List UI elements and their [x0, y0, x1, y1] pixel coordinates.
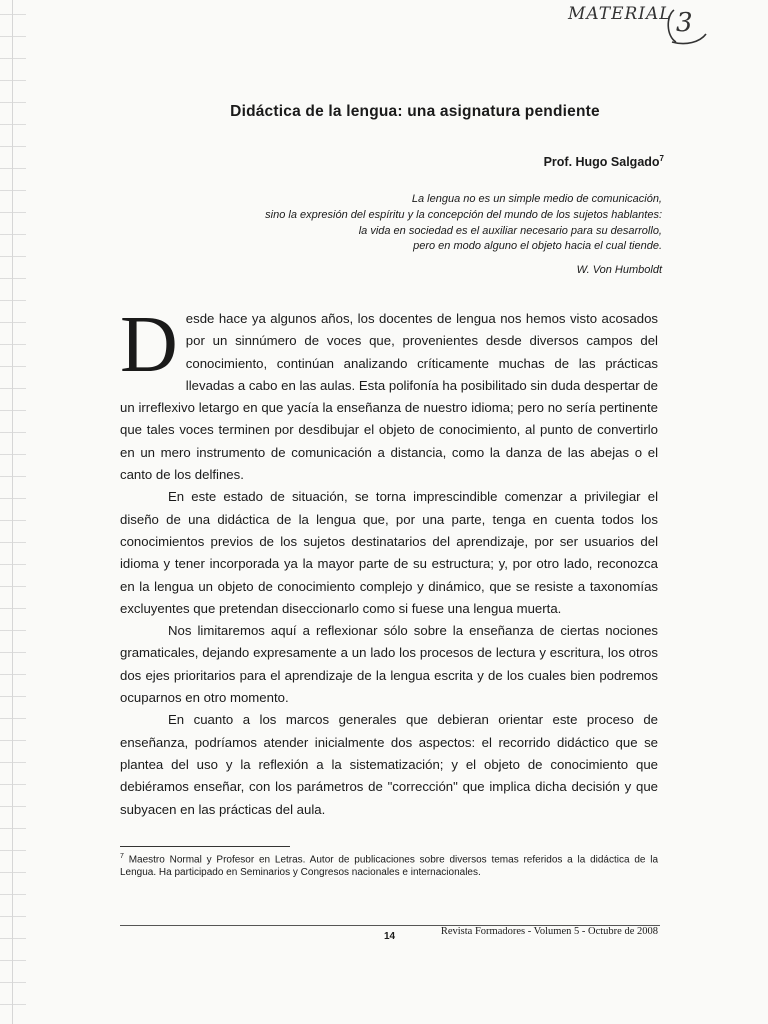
article-title: Didáctica de la lengua: una asignatura pendiente — [230, 103, 600, 120]
epigraph-line: la vida en sociedad es el auxiliar necesario para su desarrollo, — [358, 224, 662, 237]
drop-cap: D — [120, 301, 178, 389]
paragraph-text: esde hace ya algunos años, los docentes de lengua nos hemos visto acosados por un sinnúmero de voces que, provenientes desde diversos campos del conocimiento, continúan analizando críticamente muchas de las prácticas llevadas a cabo en las aulas. Esta polifonía ha posibilitado sin duda despertar de un irreflexivo letargo en que yacía la enseñanza de nuestro idioma; pero no sería pertinente que tales voces terminen por desdibujar el objeto de conocimiento, al punto de convertirlo en un mero instrumento de comunicación a distancia, como la danza de las abejas o el canto de los delfines. — [120, 311, 658, 483]
footnote-text: Maestro Normal y Profesor en Letras. Autor de publicaciones sobre diversos temas referidos a la didáctica de la Lengua. Ha participado en Seminarios y Congresos nacionales e internacionales. — [120, 854, 659, 879]
article-body — [120, 301, 658, 821]
journal-info: Revista Formadores - Volumen 5 - Octubre de 2008 — [440, 926, 658, 937]
footnote-divider — [120, 846, 290, 847]
page-number: 14 — [384, 931, 396, 942]
epigraph-line: La lengua no es un simple medio de comunicación, — [411, 193, 662, 205]
epigraph-line: sino la expresión del espíritu y la concepción del mundo de los sujetos hablantes: — [265, 208, 662, 221]
footnote — [120, 850, 658, 879]
epigraph-line: pero en modo alguno el objeto hacia el cual tiende. — [413, 240, 662, 253]
paragraph: En este estado de situación, se torna imprescindible comenzar a privilegiar el diseño de una didáctica de la lengua que, por una parte, tenga en cuenta todos los conocimientos previos de los sujetos destinatarios del aprendizaje, por ser usuarios del idioma y tener incorporada ya la mayor parte de su estructura; y, por otro lado, reconozca en la lengua un objeto de conocimiento complejo y dinámico, que se resiste a taxonomías excluyentes que pretendan diseccionarlo como si fuese una lengua muerta. — [120, 489, 658, 616]
handwritten-number: 3 — [676, 8, 693, 38]
binding-holes — [0, 0, 26, 1024]
paragraph: En cuanto a los marcos generales que debieran orientar este proceso de enseñanza, podríamos atender inicialmente dos aspectos: el recorrido didáctico que se plantea del uso y la reflexión a la sistematización; y el objeto de conocimiento que debiéramos enseñar, con los parámetros de "corrección" que implica dicha decisión y que subyacen en las prácticas del aula. — [120, 712, 658, 817]
paragraph: Nos limitaremos aquí a reflexionar sólo sobre la enseñanza de ciertas nociones gramaticales, dejando expresamente a un lado los procesos de lectura y escritura, los otros dos ejes prioritarios para el aprendizaje de la lengua escrita y de los cuales bien podremos ocuparnos en otro momento. — [120, 623, 658, 706]
epigraph — [102, 192, 662, 255]
paragraph — [120, 301, 658, 486]
author-name: Prof. Hugo Salgado — [543, 155, 660, 170]
page-edge-line — [12, 0, 13, 1024]
footnote-marker: 7 — [120, 853, 124, 860]
author-footnote-marker: 7 — [659, 154, 664, 163]
handwritten-note: MATERIAL — [568, 4, 672, 24]
epigraph-author: W. Von Humboldt — [576, 264, 662, 276]
author-line — [544, 154, 664, 169]
